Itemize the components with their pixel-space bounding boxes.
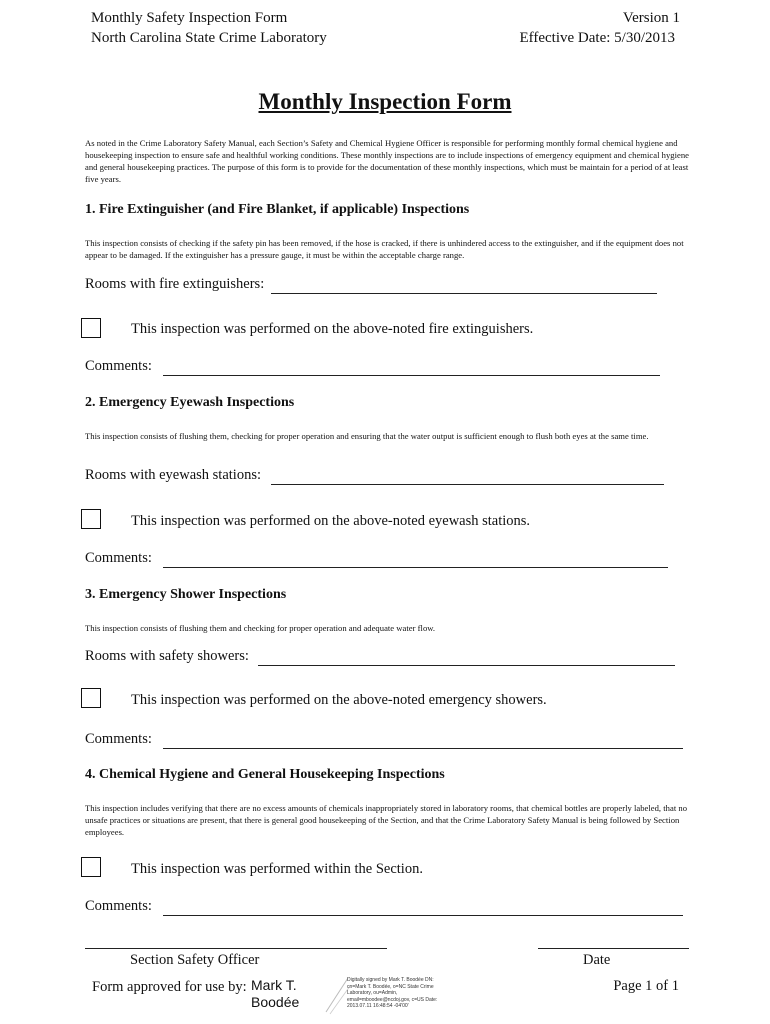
section-2-rooms-label: Rooms with eyewash stations: bbox=[85, 467, 262, 483]
section-1-checkbox[interactable] bbox=[81, 318, 101, 338]
section-2-rooms-field[interactable] bbox=[271, 469, 664, 485]
section-1-rooms-label: Rooms with fire extinguishers: bbox=[85, 276, 265, 292]
approved-by-label: Form approved for use by: bbox=[92, 979, 247, 995]
section-4-comments-label: Comments: bbox=[85, 898, 152, 914]
date-signature-line[interactable] bbox=[538, 948, 689, 949]
section-3-rooms-field[interactable] bbox=[258, 650, 675, 666]
section-2-checkbox[interactable] bbox=[81, 509, 101, 529]
officer-signature-label: Section Safety Officer bbox=[130, 952, 260, 968]
section-3-heading: 3. Emergency Shower Inspections bbox=[85, 587, 287, 602]
section-2-comments-field[interactable] bbox=[163, 552, 668, 568]
section-4-statement: This inspection was performed within the Section. bbox=[131, 861, 423, 877]
section-2-heading: 2. Emergency Eyewash Inspections bbox=[85, 395, 295, 410]
section-3-comments-field[interactable] bbox=[163, 733, 683, 749]
header-version: Version 1 bbox=[622, 10, 680, 26]
section-4-comments-field[interactable] bbox=[163, 900, 683, 916]
section-1-comments-field[interactable] bbox=[163, 360, 660, 376]
page-number: Page 1 of 1 bbox=[613, 978, 679, 994]
section-1-heading: 1. Fire Extinguisher (and Fire Blanket, if applicable) Inspections bbox=[85, 202, 470, 217]
section-3-rooms-label: Rooms with safety showers: bbox=[85, 648, 249, 664]
header-organization: North Carolina State Crime Laboratory bbox=[91, 30, 327, 46]
section-4-checkbox[interactable] bbox=[81, 857, 101, 877]
page-title: Monthly Inspection Form bbox=[258, 89, 512, 114]
header-form-name: Monthly Safety Inspection Form bbox=[91, 10, 288, 26]
section-3-checkbox[interactable] bbox=[81, 688, 101, 708]
section-3-description: This inspection consists of flushing them and checking for proper operation and adequate water flow. bbox=[85, 623, 436, 633]
officer-signature-line[interactable] bbox=[85, 948, 387, 949]
section-2-statement: This inspection was performed on the above-noted eyewash stations. bbox=[131, 513, 531, 529]
section-3-statement: This inspection was performed on the above-noted emergency showers. bbox=[131, 692, 547, 708]
date-label: Date bbox=[583, 952, 611, 968]
section-4-heading: 4. Chemical Hygiene and General Housekeeping Inspections bbox=[85, 767, 445, 782]
section-1-rooms-field[interactable] bbox=[271, 278, 657, 294]
intro-paragraph: As noted in the Crime Laboratory Safety Manual, each Section’s Safety and Chemical Hygiene Officer is responsible for performing monthly formal chemical hygiene and housekeeping inspection to ensure safe and healthful working conditions. These monthly inspections are to include inspections of emergency equipment and chemical hygiene and general housekeeping practices. The purpose of this form is to provide for the documentation of these monthly inspections, which must be maintain for a period of at least five years. bbox=[85, 138, 689, 184]
section-1-comments-label: Comments: bbox=[85, 358, 152, 374]
section-3-comments-label: Comments: bbox=[85, 731, 152, 747]
section-1-statement: This inspection was performed on the above-noted fire extinguishers. bbox=[131, 321, 534, 337]
section-2-comments-label: Comments: bbox=[85, 550, 152, 566]
header-effective-date: Effective Date: 5/30/2013 bbox=[519, 30, 675, 46]
section-2-description: This inspection consists of flushing them, checking for proper operation and ensuring that the water output is sufficient enough to flush both eyes at the same time. bbox=[85, 431, 649, 441]
digital-signature-details: Digitally signed by Mark T. Boodée DN: cn=Mark T. Boodée, o=NC State Crime Laboratory, ou=Admin, email=mboodee@ncdoj.gov, c=US Date: 2013.07.11 16:48:54 -04'00' bbox=[347, 977, 438, 1009]
section-4-description: This inspection includes verifying that there are no excess amounts of chemicals inappropriately stored in laboratory rooms, that chemical bottles are properly labeled, that no unsafe practices or situations are present, that there is general good housekeeping of the Section, and that the Crime Laboratory Safety Manual is being followed by Section employees. bbox=[85, 803, 688, 837]
section-1-description: This inspection consists of checking if the safety pin has been removed, if the hose is cracked, if there is unhindered access to the extinguisher, and if the equipment does not appear to be damaged. If the extinguisher has a pressure gauge, it must be within the acceptable charge range. bbox=[85, 238, 684, 260]
signer-name: Mark T. Boodée bbox=[251, 977, 300, 1010]
